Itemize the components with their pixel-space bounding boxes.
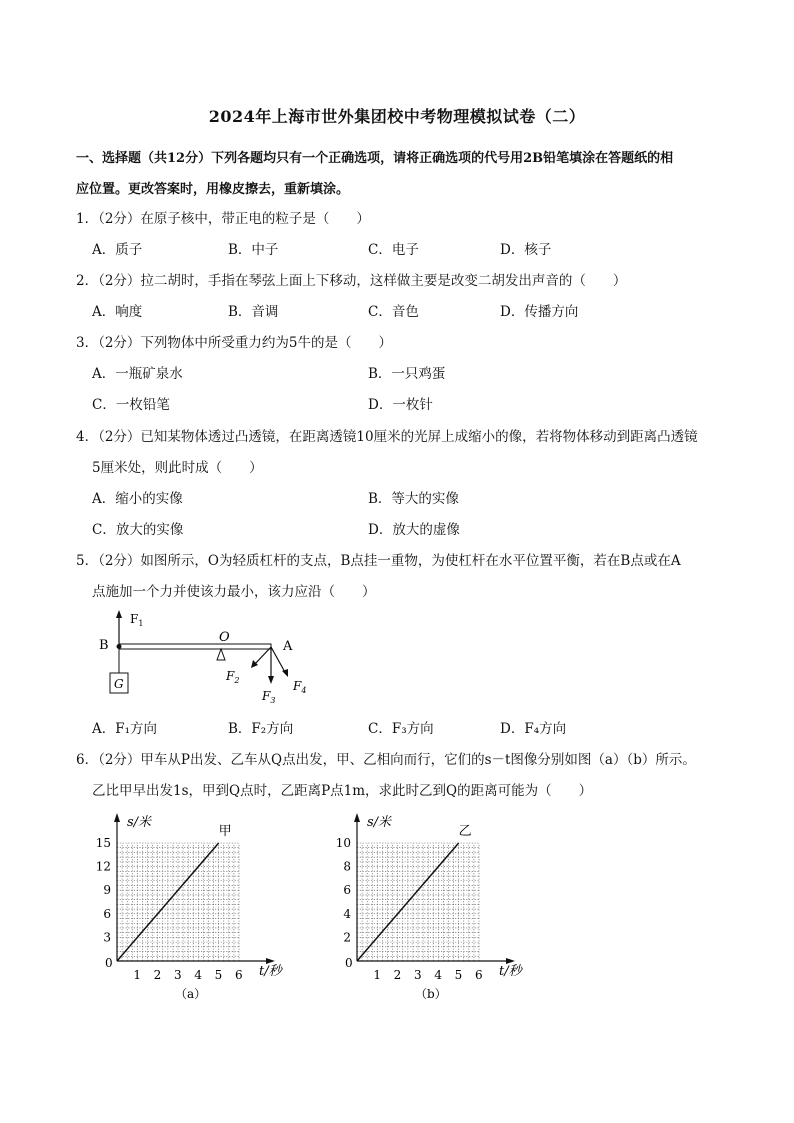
chart-a-x-tick-label: 1 <box>133 968 141 982</box>
question-4-stem-line1: 4．（2分）已知某物体透过凸透镜，在距离透镜10厘米的光屏上成缩小的像，若将物体移动到距离凸透镜 <box>76 429 698 445</box>
chart-a-y-tick-label: 12 <box>95 859 111 874</box>
f3-label: $F_3$ <box>262 689 276 705</box>
question-6-stem-line2: 乙比甲早出发1s，甲到Q点时，乙距离P点1m，求此时乙到Q的距离可能为（ ） <box>92 783 593 799</box>
label-a: A <box>283 639 293 654</box>
q4-option-a: A．缩小的实像 <box>92 491 183 507</box>
question-2-stem: 2．（2分）拉二胡时，手指在琴弦上面上下移动，这样做主要是改变二胡发出声音的（ ） <box>76 273 627 289</box>
fulcrum <box>217 649 225 660</box>
chart-a-y-tick-label: 9 <box>103 883 111 898</box>
q3-option-d: D．一枚针 <box>368 397 433 413</box>
chart-a <box>85 808 300 1008</box>
page-title: 2024年上海市世外集团校中考物理模拟试卷（二） <box>208 107 586 126</box>
q4-option-d: D．放大的虚像 <box>368 522 460 538</box>
chart-b-y-axis-label: s/米 <box>367 815 392 830</box>
chart-a-series-name: 甲 <box>218 824 232 839</box>
q1-option-b: B．中子 <box>228 242 279 258</box>
chart-a-y-tick-label: 6 <box>103 906 111 921</box>
question-1-stem: 1．（2分）在原子核中，带正电的粒子是（ ） <box>76 211 370 227</box>
chart-b-x-tick-label: 1 <box>373 968 381 982</box>
q5-option-d: D．F₄方向 <box>500 721 567 737</box>
chart-b-x-tick-label: 3 <box>414 968 422 982</box>
chart-a-x-tick-label: 4 <box>194 968 202 982</box>
chart-a-y-axis-arrowhead <box>114 813 120 822</box>
question-5-stem-line1: 5．（2分）如图所示，O为轻质杠杆的支点，B点挂一重物，为使杠杆在水平位置平衡，若在B点或在A <box>76 553 681 569</box>
chart-b <box>325 808 540 1008</box>
q1-option-d: D．核子 <box>500 242 552 258</box>
q2-option-b: B．音调 <box>228 304 279 320</box>
chart-b-y-axis-arrowhead <box>354 813 360 822</box>
chart-b-x-tick-label: 4 <box>434 968 442 982</box>
chart-a-x-axis-label: t/秒 <box>259 964 282 979</box>
chart-a-x-tick-label: 3 <box>174 968 182 982</box>
section-instruction-line2: 应位置。更改答案时，用橡皮擦去，重新填涂。 <box>76 182 350 197</box>
q1-option-c: C．电子 <box>368 242 419 258</box>
lever-figure <box>90 608 330 713</box>
question-5-stem-line2: 点施加一个力并使该力最小，该力应沿（ ） <box>92 584 376 600</box>
q5-option-c: C．F₃方向 <box>368 721 434 737</box>
q2-option-c: C．音色 <box>368 304 419 320</box>
chart-a-y-axis-label: s/米 <box>127 815 152 830</box>
f1-arrowhead <box>116 610 122 618</box>
label-o: O <box>219 630 230 645</box>
chart-b-y-tick-label: 2 <box>343 930 351 945</box>
q5-option-b: B．F₂方向 <box>228 721 294 737</box>
chart-b-y-tick-label: 8 <box>343 859 351 874</box>
lever-bar <box>119 644 271 649</box>
section-instruction-line1: 一、选择题（共12分）下列各题均只有一个正确选项，请将正确选项的代号用2B铅笔填涂在答题纸的相 <box>76 151 674 166</box>
f3-arrowhead <box>268 676 274 684</box>
chart-b-y-tick-label: 10 <box>335 836 351 850</box>
q3-option-b: B．一只鸡蛋 <box>368 366 446 382</box>
chart-b-caption: （b） <box>415 987 447 1001</box>
question-6-stem-line1: 6．（2分）甲车从P出发、乙车从Q点出发，甲、乙相向而行，它们的s－t图像分别如图（a）（b）所示。 <box>76 752 696 768</box>
label-b: B <box>99 638 109 653</box>
q4-option-b: B．等大的实像 <box>368 491 459 507</box>
chart-a-x-tick-label: 2 <box>153 968 162 982</box>
chart-a-origin-label: 0 <box>105 956 113 970</box>
chart-b-origin-label: 0 <box>345 956 353 970</box>
chart-b-y-tick-label: 4 <box>343 906 351 921</box>
q5-option-a: A．F₁方向 <box>92 721 158 737</box>
chart-a-y-tick-label: 15 <box>95 836 111 850</box>
chart-b-series-name: 乙 <box>458 824 472 839</box>
q3-option-c: C．一枚铅笔 <box>92 397 170 413</box>
q3-option-a: A．一瓶矿泉水 <box>92 366 183 382</box>
f4-label: $F_4$ <box>293 679 307 695</box>
question-3-stem: 3．（2分）下列物体中所受重力约为5牛的是（ ） <box>76 335 393 351</box>
chart-b-x-tick-label: 5 <box>454 968 463 982</box>
f2-label: $F_2$ <box>226 669 240 685</box>
q2-option-d: D．传播方向 <box>500 304 579 320</box>
chart-b-x-tick-label: 2 <box>393 968 402 982</box>
chart-b-x-tick-label: 6 <box>475 968 483 982</box>
q4-option-c: C．放大的实像 <box>92 522 184 538</box>
chart-a-y-tick-label: 3 <box>103 930 111 945</box>
q2-option-a: A．响度 <box>92 304 143 320</box>
question-4-stem-line2: 5厘米处，则此时成（ ） <box>92 460 263 476</box>
chart-b-y-tick-label: 6 <box>343 883 351 898</box>
f4-arrowhead <box>282 669 288 677</box>
f1-label: $F_1$ <box>130 612 144 628</box>
chart-a-x-tick-label: 6 <box>235 968 243 982</box>
point-b-dot <box>117 644 122 649</box>
label-g: G <box>114 677 124 691</box>
chart-b-x-axis-label: t/秒 <box>499 964 522 979</box>
chart-a-x-tick-label: 5 <box>214 968 223 982</box>
q1-option-a: A．质子 <box>92 242 143 258</box>
chart-a-caption: （a） <box>175 987 207 1001</box>
